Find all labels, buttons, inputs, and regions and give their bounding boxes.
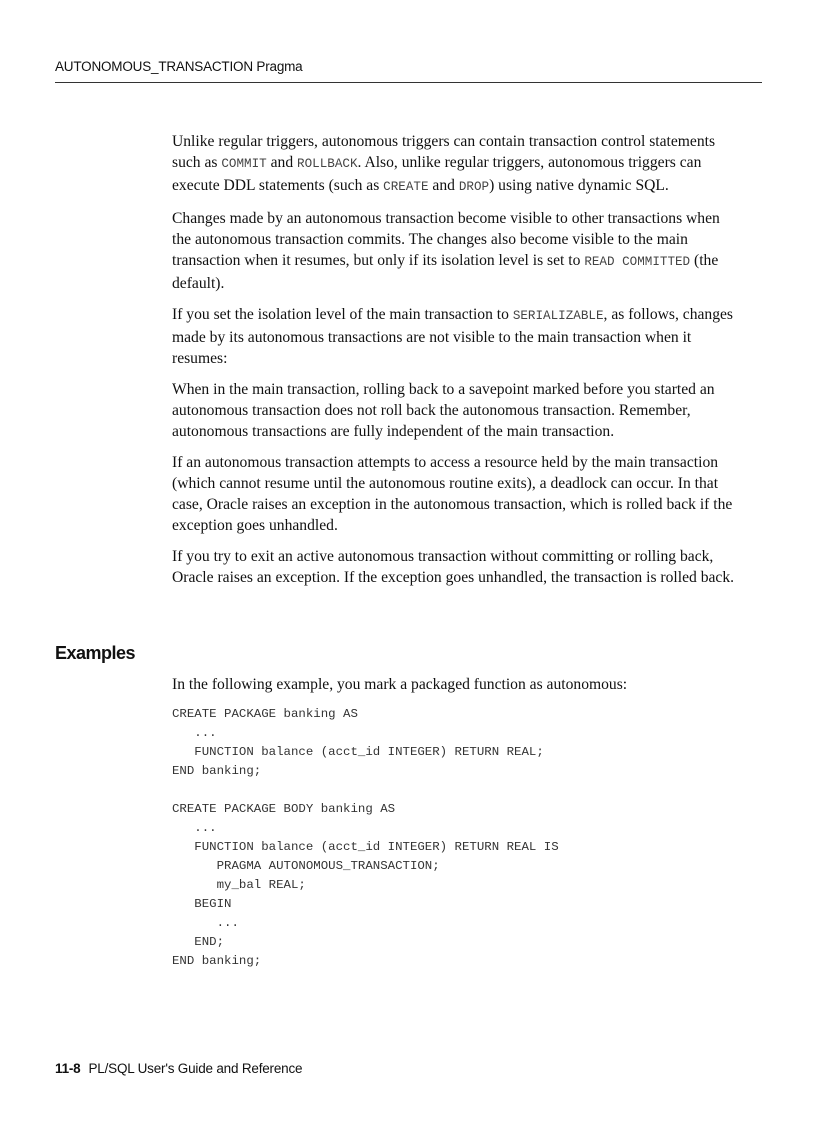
code-line: END banking; — [172, 954, 262, 968]
text-run: ) using native dynamic SQL. — [489, 177, 669, 194]
paragraph-savepoint: When in the main transaction, rolling back to a savepoint marked before you started an autonomous transaction does not roll back the autonomous transaction. Remember, autonomous transactions are fully independent of the main transaction. — [172, 381, 715, 440]
code-line: PRAGMA AUTONOMOUS_TRANSACTION; — [172, 859, 440, 873]
page-number: 11-8 — [55, 1061, 81, 1076]
code-example — [172, 705, 559, 971]
text-run: (the default). — [172, 252, 719, 292]
paragraph-autonomous-triggers — [172, 131, 737, 198]
text-run: Unlike regular triggers, autonomous triggers can contain transaction control statements such as — [172, 133, 716, 171]
code-line: ... — [172, 916, 239, 930]
code-inline-commit: COMMIT — [221, 157, 267, 171]
examples-heading: Examples — [55, 643, 136, 663]
text-run: and — [266, 154, 298, 171]
code-line: END banking; — [172, 764, 262, 778]
text-run: Changes made by an autonomous transaction become visible to other transactions when the autonomous transaction commits. The changes also become visible to the main transaction when it resumes, but only if its isolation level is set to — [172, 210, 720, 269]
paragraph-exit-exception: If you try to exit an active autonomous transaction without committing or rolling back, Oracle raises an exception. If the exception goes unhandled, the transaction is rolled back. — [172, 548, 735, 586]
body-text — [172, 131, 737, 598]
code-line: FUNCTION balance (acct_id INTEGER) RETURN REAL; — [172, 745, 544, 759]
page-footer — [55, 1061, 302, 1076]
text-run: If you set the isolation level of the main transaction to — [172, 306, 513, 323]
text-run: . Also, unlike regular triggers, autonomous triggers can execute DDL statements (such as — [172, 154, 702, 194]
paragraph-deadlock: If an autonomous transaction attempts to access a resource held by the main transaction (which cannot resume until the autonomous routine exits), a deadlock can occur. In that case, Oracle raises an exception in the autonomous transaction, which is rolled back if the exception goes unhandled. — [172, 454, 733, 534]
text-run: and — [428, 177, 459, 194]
code-line — [172, 781, 559, 800]
paragraph-isolation-level — [172, 304, 737, 369]
code-inline-serializable: SERIALIZABLE — [512, 309, 604, 323]
examples-intro: In the following example, you mark a packaged function as autonomous: — [172, 676, 628, 693]
running-header-title: AUTONOMOUS_TRANSACTION Pragma — [55, 59, 303, 74]
header-rule — [55, 82, 762, 83]
code-line: FUNCTION balance (acct_id INTEGER) RETURN REAL IS — [172, 840, 559, 854]
paragraph-visibility — [172, 208, 737, 294]
code-inline-read-committed: READ COMMITTED — [584, 255, 691, 269]
code-line: my_bal REAL; — [172, 878, 306, 892]
code-inline-create: CREATE — [383, 180, 429, 194]
book-title: PL/SQL User's Guide and Reference — [88, 1061, 303, 1076]
code-line: CREATE PACKAGE BODY banking AS — [172, 802, 396, 816]
text-run: , as follows, changes made by its autonomous transactions are not visible to the main transaction when it resumes: — [172, 306, 734, 367]
code-line: END; — [172, 935, 225, 949]
code-line: BEGIN — [172, 897, 232, 911]
code-line: CREATE PACKAGE banking AS — [172, 707, 358, 721]
code-inline-drop: DROP — [458, 180, 490, 194]
code-inline-rollback: ROLLBACK — [297, 157, 358, 171]
code-line: ... — [172, 726, 217, 740]
code-line: ... — [172, 821, 217, 835]
